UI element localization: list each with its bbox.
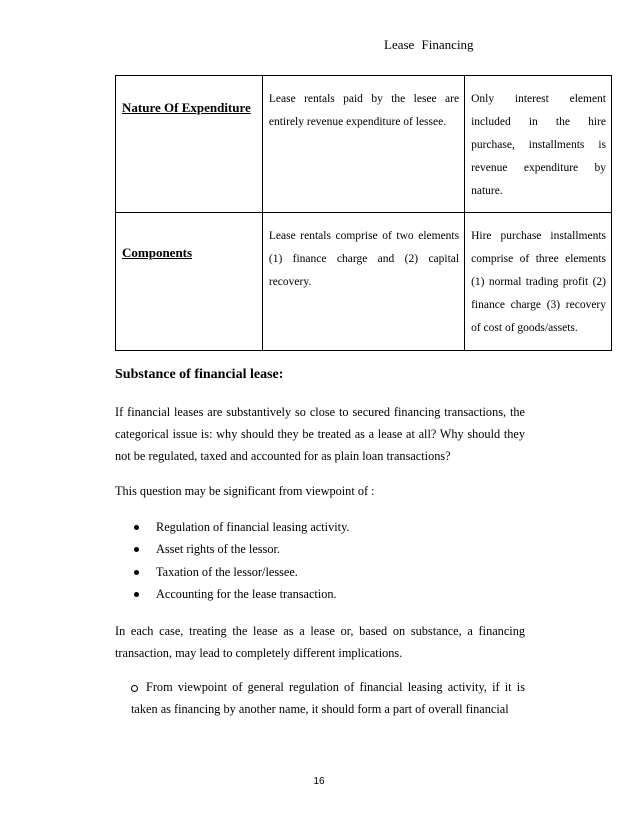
hire-purchase-cell: Hire purchase installments comprise of three elements (1) normal trading profit (2) finance charge (3) recovery of cost of goods/assets. [471,230,606,334]
paragraph: If financial leases are substantively so close to secured financing transactions, the categorical issue is: why should they be treated as a lease at all? Why should they not be regulated, taxed and accounted for as plain loan transactions? [115,405,525,463]
comparison-table [115,75,612,351]
bullet-icon [134,592,139,597]
circle-bullet-icon [131,685,138,692]
table-row [116,213,612,351]
hire-purchase-cell: Only interest element included in the hire purchase, installments is revenue expenditure by nature. [471,93,606,197]
lease-cell: Lease rentals comprise of two elements (1) finance charge and (2) capital recovery. [268,230,460,288]
list-item: Accounting for the lease transaction. [115,584,525,607]
bullet-list [115,516,525,606]
list-item: Regulation of financial leasing activity. [115,516,525,539]
list-item: Asset rights of the lessor. [115,539,525,562]
row-label: Components [122,245,193,260]
sub-item [131,676,525,720]
bullet-icon [134,547,139,552]
page-header: Lease Financing [384,37,474,52]
sub-item-text: From viewpoint of general regulation of financial leasing activity, if it is taken as financing by another name, it should form a part of overall financial [131,680,525,716]
list-item: Taxation of the lessor/lessee. [115,561,525,584]
table-row [116,76,612,213]
section-title: Substance of financial lease: [115,367,284,382]
bullet-icon [134,570,139,575]
paragraph: This question may be significant from viewpoint of : [115,484,375,498]
row-label: Nature Of Expenditure [122,100,251,115]
page-number: 16 [313,776,325,787]
paragraph: In each case, treating the lease as a lease or, based on substance, a financing transaction, may lead to completely different implications. [115,624,525,660]
lease-cell: Lease rentals paid by the lesee are entirely revenue expenditure of lessee. [268,93,460,128]
bullet-icon [134,525,139,530]
